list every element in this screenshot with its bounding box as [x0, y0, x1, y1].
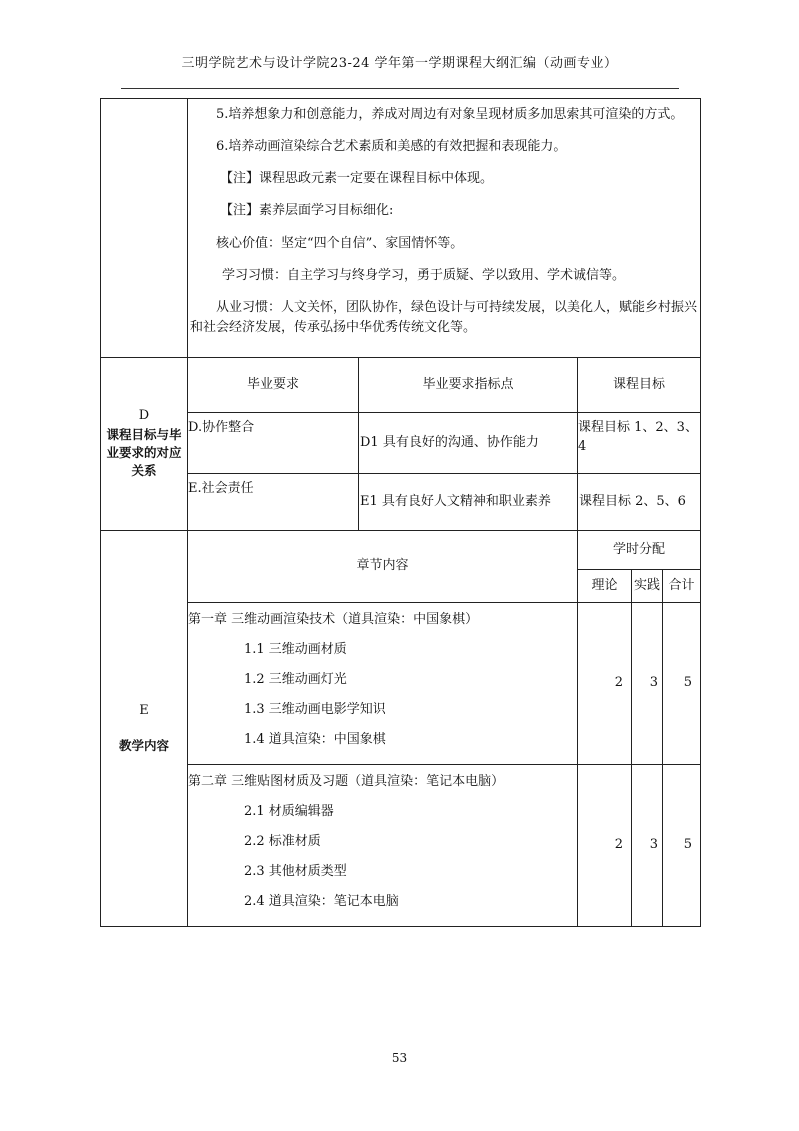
chapter-1-item: 1.2 三维动画灯光	[244, 671, 347, 687]
index-cell: E1 具有良好人文精神和职业素养	[359, 474, 578, 531]
section-e-title: 教学内容	[118, 737, 169, 753]
col-header-targets: 课程目标	[578, 358, 701, 413]
chapter-1-title: 第一章 三维动画渲染技术（道具渲染：中国象棋）	[188, 612, 479, 627]
hours-total-header: 合计	[663, 570, 701, 603]
note-ideology: 【注】课程思政元素一定要在课程目标中体现。	[220, 171, 494, 187]
index-cell: D1 具有良好的沟通、协作能力	[359, 413, 578, 474]
targets-cell: 课程目标 1、2、3、4	[578, 413, 701, 474]
objective-6: 6.培养动画渲染综合艺术素质和美感的有效把握和表现能力。	[216, 139, 567, 155]
section-e-letter: E	[139, 702, 149, 718]
section-d-title: 课程目标与毕业要求的对应关系	[106, 427, 182, 479]
chapter-1-total: 5	[663, 603, 701, 765]
note-literacy: 【注】素养层面学习目标细化:	[220, 203, 394, 219]
requirement-cell: D.协作整合	[188, 413, 359, 474]
targets-cell: 课程目标 2、5、6	[578, 474, 701, 531]
study-habits: 学习习惯：自主学习与终身学习，勇于质疑、学以致用、学术诚信等。	[222, 267, 626, 283]
section-d-label	[101, 358, 188, 531]
syllabus-table	[100, 98, 701, 927]
hours-header: 学时分配	[578, 531, 701, 570]
chapter-1-item: 1.1 三维动画材质	[244, 641, 347, 657]
core-values: 核心价值：坚定“四个自信”、家国情怀等。	[216, 235, 464, 251]
chapter-2-title: 第二章 三维贴图材质及习题（道具渲染：笔记本电脑）	[188, 773, 505, 789]
section-e-label	[101, 531, 188, 927]
chapter-1-theory: 2	[578, 603, 632, 765]
content-header: 章节内容	[188, 531, 578, 603]
section-d-letter: D	[138, 408, 150, 424]
chapter-1	[188, 603, 578, 765]
page-number: 53	[391, 1051, 408, 1065]
hours-practice-header: 实践	[632, 570, 663, 603]
objectives-row	[101, 99, 701, 358]
chapter-2-total: 5	[663, 764, 701, 926]
chapter-2-practice: 3	[632, 764, 663, 926]
objective-5: 5.培养想象力和创意能力，养成对周边有对象呈现材质多加思索其可渲染的方式。	[216, 107, 684, 122]
chapter-2-item: 2.3 其他材质类型	[244, 863, 347, 879]
chapter-row	[101, 603, 701, 765]
chapter-1-item: 1.3 三维动画电影学知识	[244, 701, 386, 717]
content-header-row	[101, 531, 701, 570]
page-header: 三明学院艺术与设计学院23-24 学年第一学期课程大纲汇编（动画专业）	[181, 56, 618, 71]
chapter-2-item: 2.1 材质编辑器	[244, 803, 334, 819]
objectives-cell	[188, 99, 701, 358]
chapter-2	[188, 764, 578, 926]
objectives-label-cell	[101, 99, 188, 358]
chapter-2-theory: 2	[578, 764, 632, 926]
chapter-1-item: 1.4 道具渲染：中国象棋	[244, 731, 386, 747]
requirement-cell: E.社会责任	[188, 474, 359, 531]
chapter-row	[101, 764, 701, 926]
chapter-1-practice: 3	[632, 603, 663, 765]
chapter-2-item: 2.4 道具渲染：笔记本电脑	[244, 893, 399, 909]
mapping-row	[101, 474, 701, 531]
mapping-header-row	[101, 358, 701, 413]
mapping-row	[101, 413, 701, 474]
header-rule	[121, 88, 679, 89]
career-habits: 从业习惯：人文关怀，团队协作，绿色设计与可持续发展，以美化人，赋能乡村振兴和社会经济发展，传承弘扬中华优秀传统文化等。	[190, 299, 698, 335]
col-header-index: 毕业要求指标点	[359, 358, 578, 413]
hours-theory-header: 理论	[578, 570, 632, 603]
chapter-2-item: 2.2 标准材质	[244, 833, 321, 849]
col-header-requirement: 毕业要求	[188, 358, 359, 413]
